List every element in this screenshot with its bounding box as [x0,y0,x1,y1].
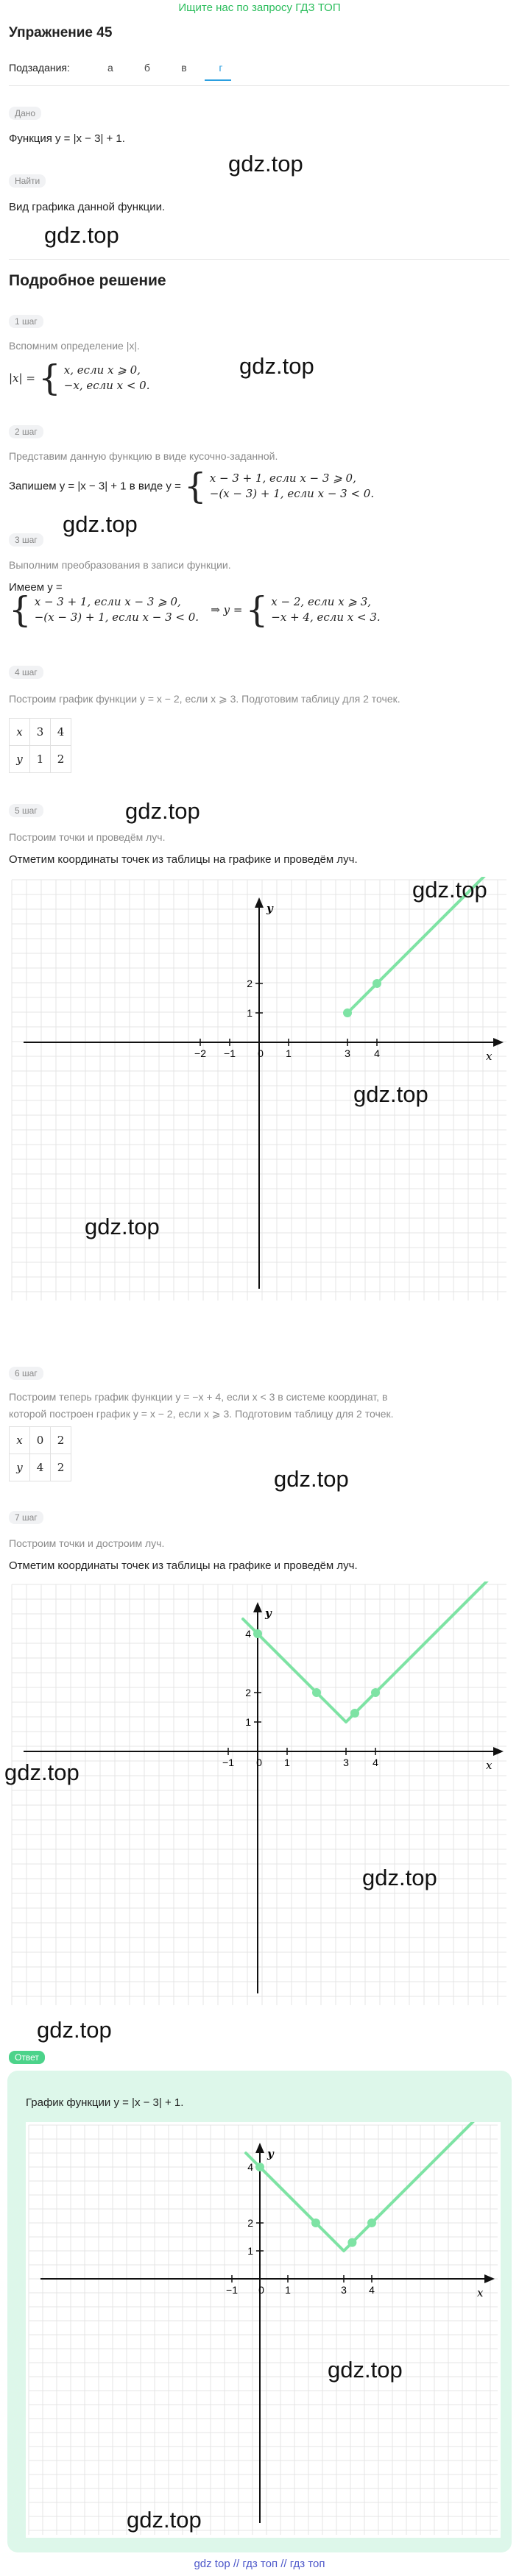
divider [9,85,509,86]
table-row [10,1454,71,1481]
subtasks-nav [9,62,239,74]
graph-point [347,2238,356,2247]
y-axis-arrow [253,1602,262,1612]
y-tick-label: 1 [247,1007,253,1019]
step-caption: Вспомним определение |x|. [9,340,140,352]
watermark: gdz.top [362,1865,437,1890]
brace: { [184,466,207,507]
graph-point [350,1709,359,1718]
solution-title: Подробное решение [9,272,166,289]
x-tick-label: 3 [345,1047,350,1059]
y-tick-label: 2 [245,1687,251,1698]
formula-system [210,471,374,502]
table-row [10,1427,71,1454]
table-cell: 1 [30,746,51,773]
watermark: gdz.top [239,353,314,379]
formula-lhs: |x| = [9,371,35,385]
x-axis-arrow [493,1038,504,1047]
step-caption: Построим график функции y = x − 2, если x ⩾ 3. Подготовим таблицу для 2 точек. [9,693,400,705]
y-tick-label: 1 [247,2245,253,2257]
graph-point [253,1629,262,1638]
watermark: gdz.top [412,877,487,903]
y-tick-label: 2 [247,978,253,989]
watermark: gdz.top [63,511,138,537]
table-cell: 2 [51,746,71,773]
formula-system [35,594,199,625]
watermark: gdz.top [328,2357,403,2383]
y-tick-label: 2 [247,2217,253,2229]
graph-point [255,2163,264,2171]
table-cell: 4 [51,719,71,746]
table-cell: x [10,719,30,746]
watermark: gdz.top [37,2017,112,2043]
table-cell: 2 [51,1454,71,1481]
step-badge: 4 шаг [9,666,43,679]
x-axis-arrow [484,2274,495,2283]
step-formula [9,466,375,507]
watermark: gdz.top [353,1081,428,1107]
step-lhs: Имеем y = [9,581,63,594]
watermark: gdz.top [125,798,200,824]
graph [9,877,509,1303]
table-cell: x [10,1427,30,1454]
graph-line [243,1581,509,1722]
page-title: Упражнение 45 [9,25,113,40]
graph-point [373,979,381,988]
x-axis-label: x [486,1050,492,1063]
system-line: x − 3 + 1, если x − 3 ⩾ 0, [34,595,181,608]
answer-box [7,2071,512,2552]
active-tab-underline [205,79,231,81]
x-tick-label: 4 [374,1047,380,1059]
subtask-tab-v[interactable]: в [181,62,187,74]
brace: { [9,589,32,630]
graph-point [343,1008,352,1017]
divider [9,259,509,260]
watermark: gdz.top [4,1760,80,1785]
step-text: Отметим координаты точек из таблицы на графике и проведём луч. [9,1559,358,1572]
table-cell: 4 [30,1454,51,1481]
find-text: Вид графика данной функции. [9,201,166,213]
subtask-tab-b[interactable]: б [144,62,150,74]
answer-text: График функции y = |x − 3| + 1. [26,2096,184,2109]
y-tick-label: 4 [245,1628,251,1640]
x-tick-label: 4 [373,1757,378,1768]
given-badge: Дано [9,107,41,120]
step-badge: 5 шаг [9,804,43,817]
table-row [10,746,71,773]
x-axis-arrow [493,1747,504,1756]
y-tick-label: 4 [247,2161,253,2173]
y-axis-label: y [267,2147,274,2160]
x-tick-label: 4 [369,2284,375,2296]
x-tick-label: 1 [286,1047,292,1059]
y-tick-label: 1 [245,1716,251,1728]
graph-point [311,2219,320,2227]
top-banner: Ищите нас по запросу ГДЗ ТОП [178,1,341,14]
step-caption: которой построен график y = x − 2, если x ⩾ 3. Подготовим таблицу для 2 точек. [9,1408,394,1420]
brace: { [245,589,269,630]
step-badge: 1 шаг [9,315,43,328]
x-tick-label: −1 [222,1757,234,1768]
x-tick-label: 3 [343,1757,349,1768]
x-axis-label: x [486,1759,492,1772]
step-formula [9,357,150,399]
formula-system [271,594,380,625]
table-cell: y [10,1454,30,1481]
watermark: gdz.top [228,151,303,177]
graph-point [371,1688,380,1697]
x-tick-label: 0 [256,1757,262,1768]
x-tick-label: 1 [284,1757,290,1768]
watermark: gdz.top [274,1466,349,1492]
subtask-tab-a[interactable]: а [107,62,113,74]
subtasks-label: Подзадания: [9,62,70,74]
x-tick-label: −1 [226,2284,238,2296]
watermark: gdz.top [127,2507,202,2533]
footer-links[interactable]: gdz top // гдз топ // гдз топ [194,2558,325,2570]
system-line: −(x − 3) + 1, если x − 3 < 0. [209,487,375,500]
step-badge: 6 шаг [9,1367,43,1380]
step-badge: 2 шаг [9,425,43,438]
step-caption: Построим точки и проведём луч. [9,831,166,843]
system-line: −(x − 3) + 1, если x − 3 < 0. [34,611,200,624]
x-tick-label: −2 [194,1047,206,1059]
y-axis-arrow [255,2143,264,2153]
step-formula [9,589,381,630]
values-table [9,718,71,773]
implies: ⇒ y = [211,603,243,616]
graph-point [312,1688,321,1697]
step-text: Отметим координаты точек из таблицы на графике и проведём луч. [9,853,358,866]
step-caption: Построим точки и достроим луч. [9,1537,165,1549]
given-text: Функция y = |x − 3| + 1. [9,132,125,145]
step-badge: 3 шаг [9,533,43,547]
formula-lhs: Запишем y = |x − 3| + 1 в виде y = [9,480,181,493]
step-caption: Выполним преобразования в записи функции. [9,559,231,571]
x-axis-label: x [477,2286,484,2299]
table-cell: 3 [30,719,51,746]
x-tick-label: 0 [258,1047,264,1059]
x-tick-label: 3 [341,2284,347,2296]
x-tick-label: −1 [224,1047,236,1059]
graph-point [367,2219,376,2227]
subtask-tab-g[interactable]: г [219,62,223,74]
system-line: x, если x ⩾ 0, [63,363,141,377]
graph [9,1581,509,2008]
watermark: gdz.top [85,1214,160,1239]
step-badge: 7 шаг [9,1511,43,1524]
step-caption: Представим данную функцию в виде кусочно-заданной. [9,450,278,462]
table-row [10,719,71,746]
formula-system [64,363,150,394]
find-badge: Найти [9,174,46,188]
system-line: x − 2, если x ⩾ 3, [271,595,372,608]
answer-badge: Ответ [9,2051,45,2064]
values-table [9,1426,71,1481]
y-axis-label: y [266,902,273,915]
system-line: −x + 4, если x < 3. [271,611,381,624]
x-tick-label: 0 [258,2284,264,2296]
table-cell: 2 [51,1427,71,1454]
brace: { [38,357,61,399]
system-line: x − 3 + 1, если x − 3 ⩾ 0, [209,472,356,485]
table-cell: y [10,746,30,773]
graph [26,2122,501,2538]
step-caption: Построим теперь график функции y = −x + 4, если x < 3 в системе координат, в [9,1391,388,1403]
watermark: gdz.top [44,222,119,248]
y-axis-label: y [265,1607,272,1620]
system-line: −x, если x < 0. [63,379,150,392]
x-tick-label: 1 [285,2284,291,2296]
table-cell: 0 [30,1427,51,1454]
